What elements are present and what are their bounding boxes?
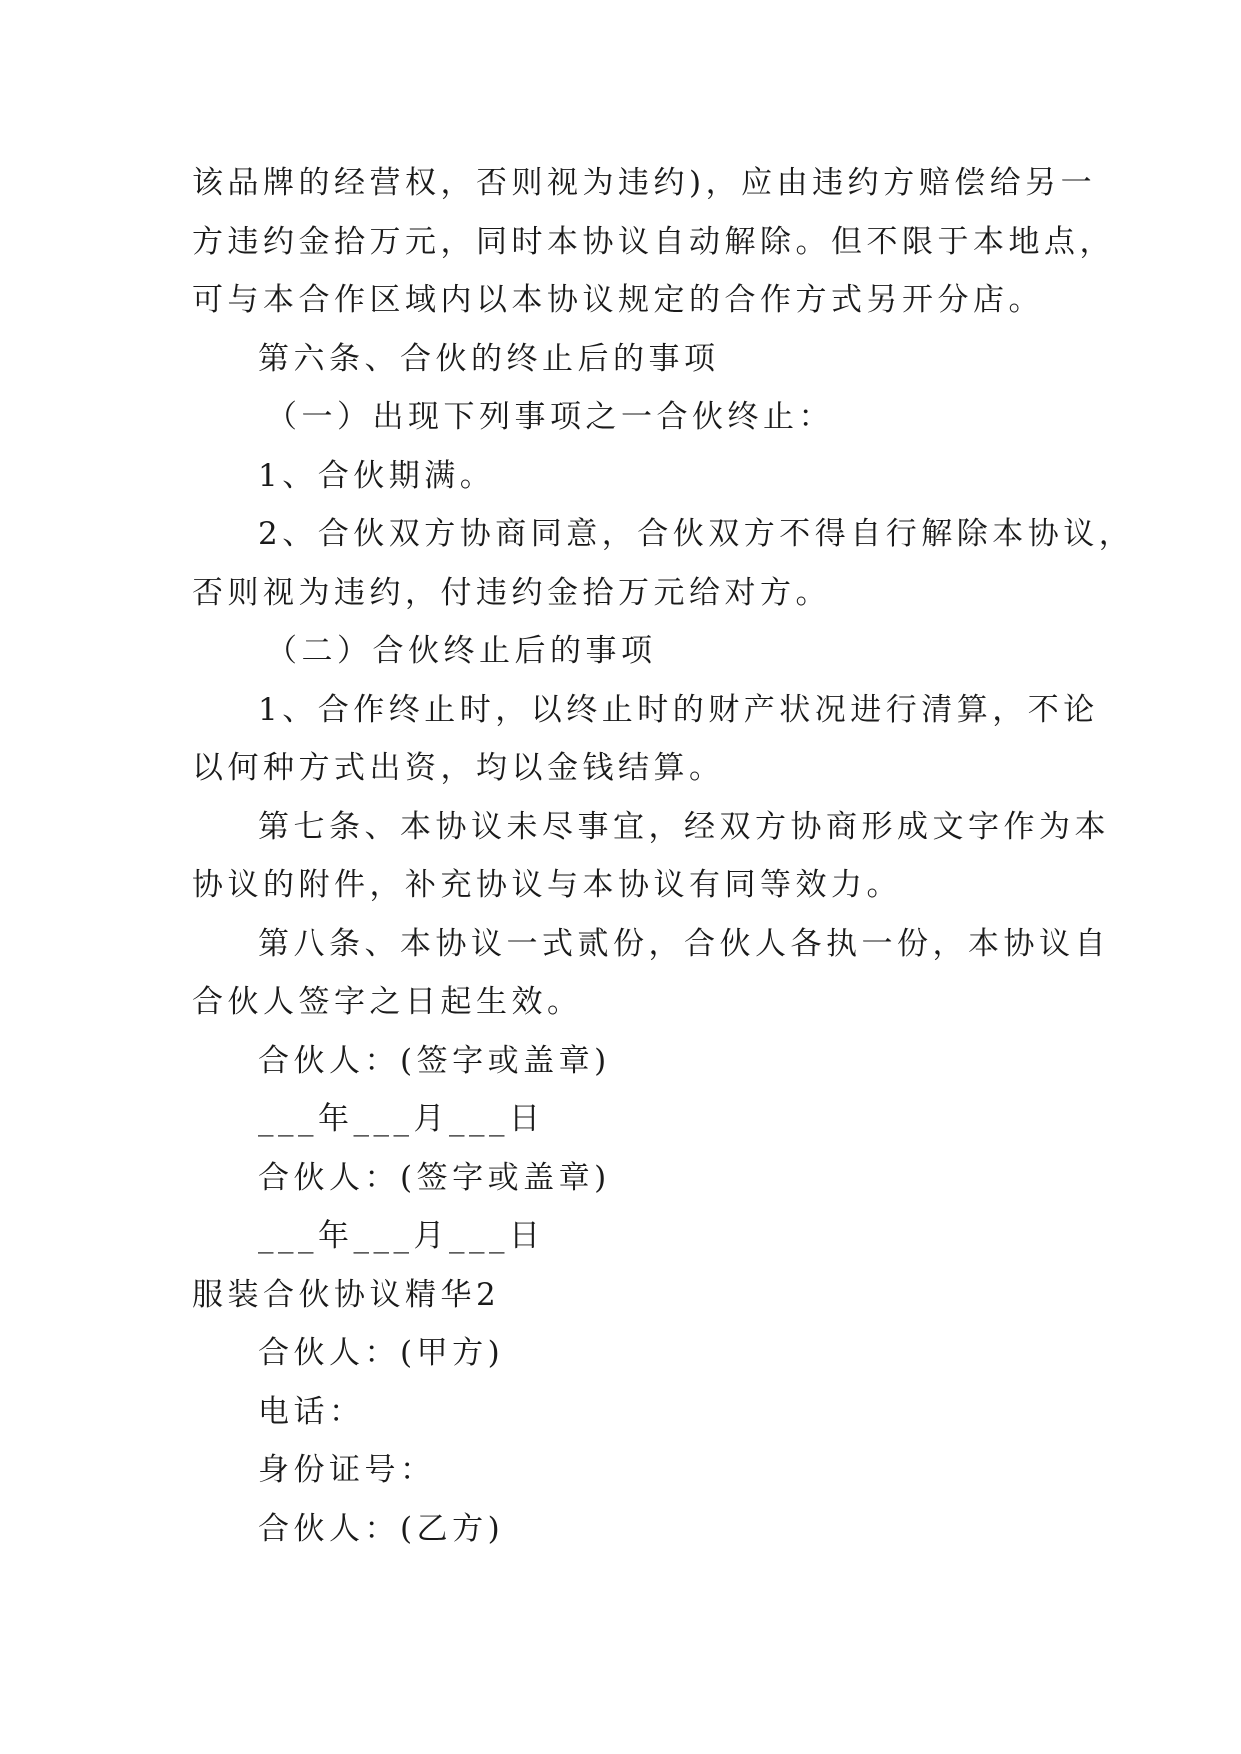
section-title: 服装合伙协议精华2 bbox=[192, 1276, 501, 1313]
paragraph-line: 方违约金拾万元，同时本协议自动解除。但不限于本地点， bbox=[192, 223, 1115, 260]
article-eight-line: 合伙人签字之日起生效。 bbox=[192, 984, 583, 1020]
document-body bbox=[192, 154, 1135, 1558]
phone-line: 电话： bbox=[258, 1393, 365, 1430]
signature-line: 合伙人：(签字或盖章) bbox=[258, 1042, 611, 1079]
item-line: 1、合伙期满。 bbox=[258, 457, 496, 494]
section-one-heading: （一）出现下列事项之一合伙终止： bbox=[266, 399, 834, 435]
paragraph-line: 该品牌的经营权，否则视为违约)，应由违约方赔偿给另一 bbox=[192, 165, 1097, 201]
party-b-line: 合伙人：(乙方) bbox=[258, 1510, 505, 1547]
item-line: 2、合伙双方协商同意，合伙双方不得自行解除本协议， bbox=[258, 516, 1135, 552]
paragraph-line: 可与本合作区域内以本协议规定的合作方式另开分店。 bbox=[192, 282, 1044, 318]
item-line: 否则视为违约，付违约金拾万元给对方。 bbox=[192, 574, 831, 611]
party-a-line: 合伙人：(甲方) bbox=[258, 1335, 505, 1371]
item-line: 以何种方式出资，均以金钱结算。 bbox=[192, 750, 725, 786]
section-two-heading: （二）合伙终止后的事项 bbox=[266, 633, 657, 669]
date-line: ___年___月___日 bbox=[258, 1101, 545, 1137]
article-seven-line: 第七条、本协议未尽事宜，经双方协商形成文字作为本 bbox=[258, 808, 1110, 845]
article-seven-line: 协议的附件，补充协议与本协议有同等效力。 bbox=[192, 867, 902, 903]
article-eight-line: 第八条、本协议一式贰份，合伙人各执一份，本协议自 bbox=[258, 925, 1110, 962]
id-number-line: 身份证号： bbox=[258, 1452, 436, 1488]
item-line: 1、合作终止时，以终止时的财产状况进行清算，不论 bbox=[258, 691, 1099, 728]
signature-line: 合伙人：(签字或盖章) bbox=[258, 1159, 611, 1196]
article-six-heading: 第六条、合伙的终止后的事项 bbox=[258, 340, 720, 377]
date-line: ___年___月___日 bbox=[258, 1218, 545, 1254]
